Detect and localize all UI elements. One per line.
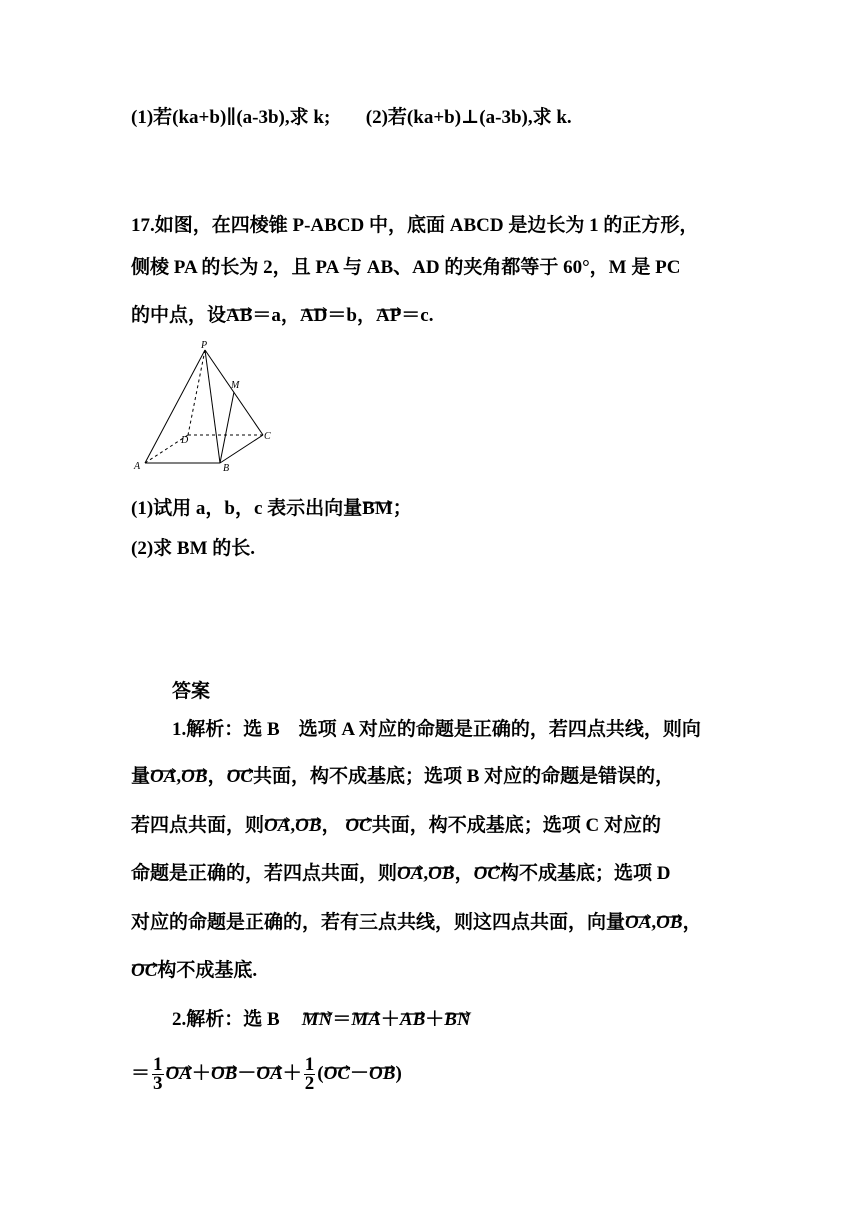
vector-arrow-icon — [369, 1045, 395, 1053]
vector-arrow-icon — [302, 1001, 333, 1009]
vector-arrow-icon — [131, 952, 157, 960]
vector-arrow-icon — [256, 1045, 282, 1053]
label-m: M — [231, 380, 240, 391]
vector-arrow-icon — [444, 1001, 470, 1009]
vector-oa: OA — [150, 765, 176, 789]
vector-oc: OC — [324, 1052, 350, 1096]
q17-sub1-suffix: ； — [392, 498, 412, 519]
label-c: C — [264, 431, 271, 442]
ans1-line6: OC构不成基底. — [131, 959, 257, 983]
q17-sub1-prefix: (1)试用 a，b，c 表示出向量 — [131, 498, 363, 519]
ans1-line2: 量 OA, OB， OC共面，构不成基底；选项 B 对应的命题是错误的， — [131, 765, 674, 789]
vector-oc: OC — [345, 814, 371, 838]
vector-oa: OA — [264, 814, 290, 838]
vector-ob: OB — [656, 911, 682, 935]
vector-arrow-icon — [625, 904, 651, 912]
label-b: B — [223, 463, 230, 474]
q17-eq-a: ＝a， — [252, 305, 300, 326]
label-a: A — [134, 461, 141, 472]
vector-arrow-icon — [351, 1001, 381, 1009]
vector-ab-ans: AB — [400, 1008, 425, 1032]
vector-arrow-icon — [211, 1045, 237, 1053]
edge-pa — [145, 350, 205, 463]
vector-oa: OA — [625, 911, 651, 935]
q17-eq-b: ＝b， — [327, 305, 376, 326]
q17-line2: 侧棱 PA 的长为 2，且 PA 与 AB、AD 的夹角都等于 60°，M 是 PC — [131, 257, 681, 278]
vector-arrow-icon — [474, 855, 500, 863]
vector-oc: OC — [227, 765, 253, 789]
vector-arrow-icon — [166, 1045, 192, 1053]
ans2-line2: ＝ $\frac{1}{3}$ OA＋ OB－ OA＋ $\frac{1}{2}$ ( OC－ OB) — [131, 1052, 402, 1096]
q17-line3 — [131, 304, 433, 328]
vector-arrow-icon — [397, 855, 423, 863]
vector-mn: MN — [302, 1008, 333, 1032]
q17-sub2: (2)求 BM 的长. — [131, 538, 256, 559]
vector-bn: BN — [444, 1008, 470, 1032]
edge-bc — [220, 435, 263, 463]
q17-line3-prefix: 的中点，设 — [131, 305, 227, 326]
vector-ad: AD — [300, 304, 327, 328]
vector-arrow-icon — [345, 807, 371, 815]
pyramid-figure — [130, 340, 280, 475]
vector-oc: OC — [131, 959, 157, 983]
ans1-line1: 1.解析：选 B 选项 A 对应的命题是正确的，若四点共线，则向 — [172, 719, 701, 740]
vector-arrow-icon — [362, 490, 393, 498]
q16-parts — [131, 106, 572, 130]
vector-arrow-icon — [400, 1001, 425, 1009]
vector-arrow-icon — [656, 904, 682, 912]
label-d: D — [181, 435, 189, 446]
vector-arrow-icon — [428, 855, 454, 863]
edge-pd — [188, 350, 205, 435]
vector-ob: OB — [181, 765, 207, 789]
q17-sub1 — [131, 497, 412, 521]
q17-eq-c: ＝c. — [401, 305, 434, 326]
answers-heading: 答案 — [172, 681, 211, 702]
q16-part1: (1)若(ka+b)∥(a-3b),求 k; — [131, 107, 331, 128]
vector-arrow-icon — [324, 1045, 350, 1053]
ans1-line4: 命题是正确的，若四点共面，则 OA, OB， OC构不成基底；选项 D — [131, 862, 670, 886]
vector-arrow-icon — [226, 297, 252, 305]
vector-arrow-icon — [227, 758, 253, 766]
vector-ab: AB — [226, 304, 252, 328]
vector-bm: BM — [362, 497, 393, 521]
vector-oa: OA — [166, 1052, 192, 1096]
vector-oa: OA — [397, 862, 423, 886]
vector-ob: OB — [211, 1052, 237, 1096]
ans1-line5: 对应的命题是正确的，若有三点共线，则这四点共面，向量 OA, OB， — [131, 911, 702, 935]
fraction-one-third: $\frac{1}{3}$ — [153, 1054, 163, 1095]
vector-arrow-icon — [264, 807, 290, 815]
vector-ob: OB — [428, 862, 454, 886]
ans2-line1: 2.解析：选 B MN＝ MA＋ AB＋ BN — [172, 1008, 471, 1032]
q16-part2: (2)若(ka+b)⊥(a-3b),求 k. — [365, 107, 572, 128]
vector-ma: MA — [351, 1008, 381, 1032]
q17-line1: 17.如图，在四棱锥 P-ABCD 中，底面 ABCD 是边长为 1 的正方形， — [131, 215, 699, 236]
vector-arrow-icon — [376, 297, 401, 305]
vector-arrow-icon — [295, 807, 321, 815]
vector-ob: OB — [295, 814, 321, 838]
vector-oa: OA — [256, 1052, 282, 1096]
label-p: P — [201, 340, 208, 351]
segment-bm — [220, 392, 234, 463]
vector-ob: OB — [369, 1052, 395, 1096]
vector-arrow-icon — [181, 758, 207, 766]
vector-oc: OC — [474, 862, 500, 886]
fraction-one-half: $\frac{1}{2}$ — [304, 1054, 315, 1095]
ans1-line3: 若四点共面，则 OA, OB， OC共面，构不成基底；选项 C 对应的 — [131, 814, 661, 838]
edge-pb — [205, 350, 220, 463]
vector-arrow-icon — [300, 297, 327, 305]
vector-ap: AP — [376, 304, 401, 328]
vector-arrow-icon — [150, 758, 176, 766]
